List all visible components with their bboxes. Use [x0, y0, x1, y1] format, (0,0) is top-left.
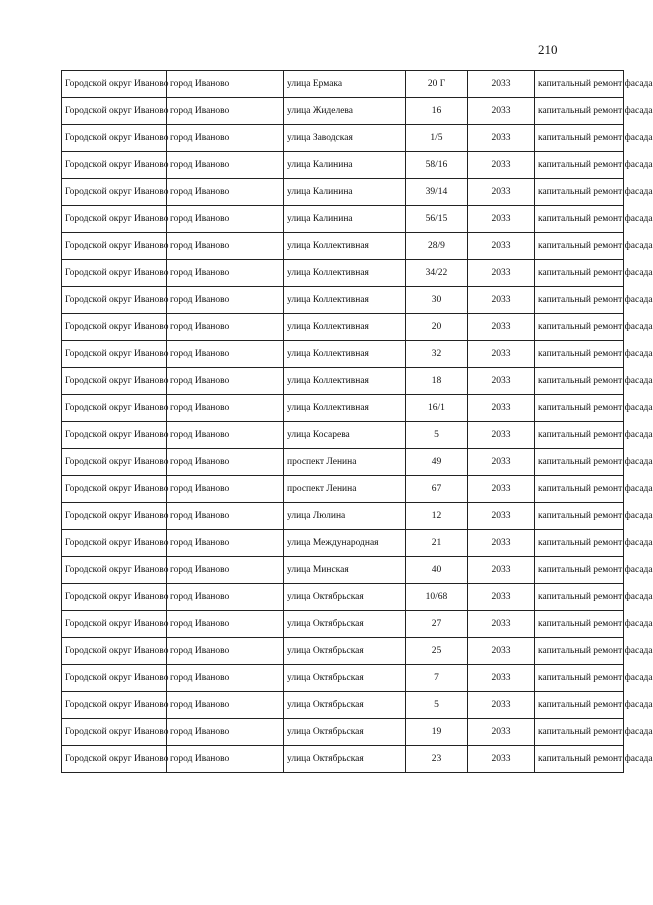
work-type-cell: капитальный ремонт фасада — [535, 71, 624, 98]
okrug-cell: Городской округ Иваново — [62, 152, 167, 179]
table-row — [62, 395, 624, 422]
street-cell: улица Коллективная — [284, 314, 406, 341]
year-cell: 2033 — [468, 665, 535, 692]
house-number-cell: 34/22 — [406, 260, 468, 287]
okrug-cell: Городской округ Иваново — [62, 125, 167, 152]
work-type-cell: капитальный ремонт фасада — [535, 260, 624, 287]
house-number-cell: 30 — [406, 287, 468, 314]
year-cell: 2033 — [468, 179, 535, 206]
year-cell: 2033 — [468, 260, 535, 287]
okrug-cell: Городской округ Иваново — [62, 665, 167, 692]
year-cell: 2033 — [468, 638, 535, 665]
city-cell: город Иваново — [167, 368, 284, 395]
table-row — [62, 125, 624, 152]
work-type-cell: капитальный ремонт фасада — [535, 287, 624, 314]
table-row — [62, 287, 624, 314]
house-number-cell: 67 — [406, 476, 468, 503]
table-row — [62, 557, 624, 584]
work-type-cell: капитальный ремонт фасада — [535, 746, 624, 773]
work-type-cell: капитальный ремонт фасада — [535, 449, 624, 476]
table-row — [62, 665, 624, 692]
work-type-cell: капитальный ремонт фасада — [535, 233, 624, 260]
work-type-cell: капитальный ремонт фасада — [535, 179, 624, 206]
street-cell: улица Коллективная — [284, 260, 406, 287]
repair-registry-table — [61, 70, 653, 773]
house-number-cell: 20 — [406, 314, 468, 341]
street-cell: улица Октябрьская — [284, 746, 406, 773]
city-cell: город Иваново — [167, 422, 284, 449]
house-number-cell: 56/15 — [406, 206, 468, 233]
year-cell: 2033 — [468, 530, 535, 557]
work-type-cell: капитальный ремонт фасада — [535, 476, 624, 503]
table-row — [62, 152, 624, 179]
city-cell: город Иваново — [167, 665, 284, 692]
work-type-cell: капитальный ремонт фасада — [535, 152, 624, 179]
table-row — [62, 719, 624, 746]
street-cell: улица Коллективная — [284, 341, 406, 368]
house-number-cell: 1/5 — [406, 125, 468, 152]
table-row — [62, 584, 624, 611]
city-cell: город Иваново — [167, 125, 284, 152]
okrug-cell: Городской округ Иваново — [62, 692, 167, 719]
work-type-cell: капитальный ремонт фасада — [535, 341, 624, 368]
street-cell: улица Коллективная — [284, 233, 406, 260]
house-number-cell: 5 — [406, 692, 468, 719]
street-cell: улица Международная — [284, 530, 406, 557]
street-cell: улица Калинина — [284, 206, 406, 233]
table-row — [62, 422, 624, 449]
house-number-cell: 32 — [406, 341, 468, 368]
year-cell: 2033 — [468, 503, 535, 530]
house-number-cell: 19 — [406, 719, 468, 746]
okrug-cell: Городской округ Иваново — [62, 476, 167, 503]
street-cell: улица Коллективная — [284, 395, 406, 422]
table-row — [62, 692, 624, 719]
work-type-cell: капитальный ремонт фасада — [535, 368, 624, 395]
year-cell: 2033 — [468, 206, 535, 233]
work-type-cell: капитальный ремонт фасада — [535, 557, 624, 584]
house-number-cell: 16 — [406, 98, 468, 125]
work-type-cell: капитальный ремонт фасада — [535, 719, 624, 746]
city-cell: город Иваново — [167, 746, 284, 773]
okrug-cell: Городской округ Иваново — [62, 287, 167, 314]
city-cell: город Иваново — [167, 395, 284, 422]
year-cell: 2033 — [468, 368, 535, 395]
table-row — [62, 449, 624, 476]
house-number-cell: 12 — [406, 503, 468, 530]
work-type-cell: капитальный ремонт фасада — [535, 665, 624, 692]
work-type-cell: капитальный ремонт фасада — [535, 530, 624, 557]
table-row — [62, 638, 624, 665]
table-row — [62, 530, 624, 557]
city-cell: город Иваново — [167, 98, 284, 125]
street-cell: улица Коллективная — [284, 368, 406, 395]
street-cell: улица Октябрьская — [284, 719, 406, 746]
city-cell: город Иваново — [167, 341, 284, 368]
city-cell: город Иваново — [167, 206, 284, 233]
table-row — [62, 179, 624, 206]
year-cell: 2033 — [468, 152, 535, 179]
house-number-cell: 40 — [406, 557, 468, 584]
city-cell: город Иваново — [167, 152, 284, 179]
year-cell: 2033 — [468, 98, 535, 125]
year-cell: 2033 — [468, 611, 535, 638]
table-row — [62, 233, 624, 260]
okrug-cell: Городской округ Иваново — [62, 503, 167, 530]
house-number-cell: 5 — [406, 422, 468, 449]
year-cell: 2033 — [468, 449, 535, 476]
okrug-cell: Городской округ Иваново — [62, 746, 167, 773]
okrug-cell: Городской округ Иваново — [62, 260, 167, 287]
year-cell: 2033 — [468, 341, 535, 368]
work-type-cell: капитальный ремонт фасада — [535, 125, 624, 152]
house-number-cell: 7 — [406, 665, 468, 692]
work-type-cell: капитальный ремонт фасада — [535, 692, 624, 719]
table-row — [62, 260, 624, 287]
year-cell: 2033 — [468, 125, 535, 152]
year-cell: 2033 — [468, 71, 535, 98]
house-number-cell: 25 — [406, 638, 468, 665]
table-row — [62, 746, 624, 773]
city-cell: город Иваново — [167, 233, 284, 260]
city-cell: город Иваново — [167, 179, 284, 206]
table-row — [62, 503, 624, 530]
work-type-cell: капитальный ремонт фасада — [535, 98, 624, 125]
street-cell: улица Ермака — [284, 71, 406, 98]
house-number-cell: 20 Г — [406, 71, 468, 98]
city-cell: город Иваново — [167, 692, 284, 719]
okrug-cell: Городской округ Иваново — [62, 71, 167, 98]
work-type-cell: капитальный ремонт фасада — [535, 584, 624, 611]
okrug-cell: Городской округ Иваново — [62, 530, 167, 557]
house-number-cell: 27 — [406, 611, 468, 638]
okrug-cell: Городской округ Иваново — [62, 341, 167, 368]
table-row — [62, 368, 624, 395]
street-cell: улица Коллективная — [284, 287, 406, 314]
year-cell: 2033 — [468, 314, 535, 341]
okrug-cell: Городской округ Иваново — [62, 395, 167, 422]
table-row — [62, 611, 624, 638]
okrug-cell: Городской округ Иваново — [62, 206, 167, 233]
okrug-cell: Городской округ Иваново — [62, 422, 167, 449]
street-cell: улица Люлина — [284, 503, 406, 530]
street-cell: улица Жиделева — [284, 98, 406, 125]
work-type-cell: капитальный ремонт фасада — [535, 206, 624, 233]
table-row — [62, 98, 624, 125]
city-cell: город Иваново — [167, 449, 284, 476]
city-cell: город Иваново — [167, 287, 284, 314]
house-number-cell: 39/14 — [406, 179, 468, 206]
okrug-cell: Городской округ Иваново — [62, 368, 167, 395]
okrug-cell: Городской округ Иваново — [62, 557, 167, 584]
okrug-cell: Городской округ Иваново — [62, 314, 167, 341]
street-cell: улица Октябрьская — [284, 692, 406, 719]
city-cell: город Иваново — [167, 314, 284, 341]
table-row — [62, 476, 624, 503]
work-type-cell: капитальный ремонт фасада — [535, 611, 624, 638]
table-row — [62, 71, 624, 98]
registry-body — [62, 71, 653, 773]
year-cell: 2033 — [468, 746, 535, 773]
city-cell: город Иваново — [167, 638, 284, 665]
street-cell: улица Октябрьская — [284, 638, 406, 665]
okrug-cell: Городской округ Иваново — [62, 233, 167, 260]
street-cell: улица Косарева — [284, 422, 406, 449]
table-row — [62, 341, 624, 368]
okrug-cell: Городской округ Иваново — [62, 98, 167, 125]
house-number-cell: 23 — [406, 746, 468, 773]
street-cell: проспект Ленина — [284, 476, 406, 503]
house-number-cell: 16/1 — [406, 395, 468, 422]
house-number-cell: 49 — [406, 449, 468, 476]
table-row — [62, 314, 624, 341]
year-cell: 2033 — [468, 557, 535, 584]
city-cell: город Иваново — [167, 557, 284, 584]
okrug-cell: Городской округ Иваново — [62, 611, 167, 638]
street-cell: улица Октябрьская — [284, 584, 406, 611]
year-cell: 2033 — [468, 476, 535, 503]
street-cell: улица Калинина — [284, 152, 406, 179]
city-cell: город Иваново — [167, 584, 284, 611]
work-type-cell: капитальный ремонт фасада — [535, 395, 624, 422]
year-cell: 2033 — [468, 422, 535, 449]
year-cell: 2033 — [468, 395, 535, 422]
street-cell: проспект Ленина — [284, 449, 406, 476]
house-number-cell: 18 — [406, 368, 468, 395]
okrug-cell: Городской округ Иваново — [62, 179, 167, 206]
okrug-cell: Городской округ Иваново — [62, 449, 167, 476]
street-cell: улица Калинина — [284, 179, 406, 206]
street-cell: улица Заводская — [284, 125, 406, 152]
work-type-cell: капитальный ремонт фасада — [535, 314, 624, 341]
street-cell: улица Минская — [284, 557, 406, 584]
city-cell: город Иваново — [167, 503, 284, 530]
city-cell: город Иваново — [167, 260, 284, 287]
page-number: 210 — [538, 42, 558, 57]
city-cell: город Иваново — [167, 719, 284, 746]
year-cell: 2033 — [468, 692, 535, 719]
city-cell: город Иваново — [167, 530, 284, 557]
work-type-cell: капитальный ремонт фасада — [535, 422, 624, 449]
city-cell: город Иваново — [167, 476, 284, 503]
city-cell: город Иваново — [167, 71, 284, 98]
work-type-cell: капитальный ремонт фасада — [535, 638, 624, 665]
year-cell: 2033 — [468, 233, 535, 260]
year-cell: 2033 — [468, 287, 535, 314]
house-number-cell: 28/9 — [406, 233, 468, 260]
okrug-cell: Городской округ Иваново — [62, 719, 167, 746]
year-cell: 2033 — [468, 584, 535, 611]
street-cell: улица Октябрьская — [284, 665, 406, 692]
house-number-cell: 10/68 — [406, 584, 468, 611]
street-cell: улица Октябрьская — [284, 611, 406, 638]
house-number-cell: 58/16 — [406, 152, 468, 179]
house-number-cell: 21 — [406, 530, 468, 557]
table-row — [62, 206, 624, 233]
okrug-cell: Городской округ Иваново — [62, 584, 167, 611]
work-type-cell: капитальный ремонт фасада — [535, 503, 624, 530]
city-cell: город Иваново — [167, 611, 284, 638]
year-cell: 2033 — [468, 719, 535, 746]
okrug-cell: Городской округ Иваново — [62, 638, 167, 665]
